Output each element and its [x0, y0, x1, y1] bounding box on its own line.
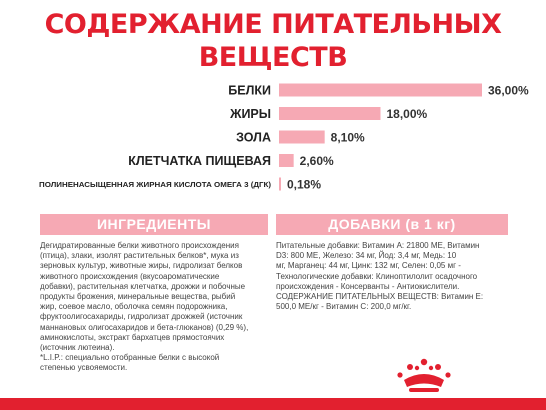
bar	[279, 154, 294, 167]
value-label: 2,60%	[299, 154, 334, 168]
text-line: маннановых олигосахаридов и бета-глюканов) (0,29 %),	[40, 322, 249, 332]
text-line: аминокислоты, экстракт бархатцев прямостоячих	[40, 332, 225, 342]
value-label: 0,18%	[287, 177, 322, 192]
category-label: ЗОЛА	[236, 130, 271, 145]
bar	[279, 131, 325, 144]
category-label: БЕЛКИ	[228, 83, 271, 98]
text-line: Дегидратированные белки животного происхождения	[40, 241, 239, 250]
ingredients-heading: ИНГРЕДИЕНТЫ	[40, 214, 268, 235]
text-line: D3: 800 МЕ, Железо: 34 мг, Йод: 3,4 мг, Медь: 10	[276, 251, 457, 261]
text-line: мг, Марганец: 44 мг, Цинк: 132 мг, Селен: 0,05 мг -	[276, 261, 461, 271]
crown-icon	[394, 356, 454, 396]
title-line-1: СОДЕРЖАНИЕ ПИТАТЕЛЬНЫХ	[44, 9, 502, 40]
text-line: СОДЕРЖАНИЕ ПИТАТЕЛЬНЫХ ВЕЩЕСТВ: Витамин Е:	[276, 292, 484, 302]
additives-text	[276, 241, 508, 312]
text-line: животного происхождения (вкусоароматические	[40, 271, 220, 281]
text-line: зерновых культур, животные жиры, гидролизат белков	[40, 261, 243, 271]
category-label: ЖИРЫ	[230, 107, 271, 121]
text-line: степенью усвояемости.	[40, 363, 128, 373]
text-line: Технологические добавки: Клиноптилолит осадочного	[276, 271, 478, 281]
text-line: жир, соевое масло, оболочка семян подорожника,	[40, 302, 228, 312]
text-line: продукты брожения, минеральные вещества, рыбий	[40, 292, 236, 302]
text-line: (птица), злаки, изолят растительных белков*, мука из	[40, 251, 239, 261]
text-line: фруктоолигосахариды, гидролизат дрожжей (источник	[40, 312, 243, 322]
bottom-brand-band	[0, 398, 546, 410]
text-line: Питательные добавки: Витамин А: 21800 МЕ, Витамин	[276, 241, 480, 250]
additives-heading: ДОБАВКИ (в 1 кг)	[276, 214, 508, 235]
text-line: добавки), растительная клетчатка, дрожжи и побочные	[40, 281, 246, 291]
category-label: ПОЛИНЕНАСЫЩЕННАЯ ЖИРНАЯ КИСЛОТА ОМЕГА 3 (ДГК)	[39, 180, 272, 189]
value-label: 18,00%	[386, 107, 428, 121]
bar	[279, 107, 381, 120]
title-line-2: ВЕЩЕСТВ	[198, 42, 348, 73]
value-label: 8,10%	[330, 130, 365, 145]
text-line: происхождения - Консерванты - Антиокислители.	[276, 281, 460, 291]
text-line: (источник лютеина).	[40, 343, 115, 353]
bar	[279, 178, 281, 191]
value-label: 36,00%	[488, 83, 529, 98]
text-line: *L.I.P.: специально отобранные белки с высокой	[40, 353, 220, 363]
bar	[279, 84, 482, 97]
category-label: КЛЕТЧАТКА ПИЩЕВАЯ	[128, 154, 271, 168]
text-line: 500,0 МЕ/кг - Витамин С: 200,0 мг/кг.	[276, 302, 412, 312]
ingredients-text	[40, 241, 268, 374]
